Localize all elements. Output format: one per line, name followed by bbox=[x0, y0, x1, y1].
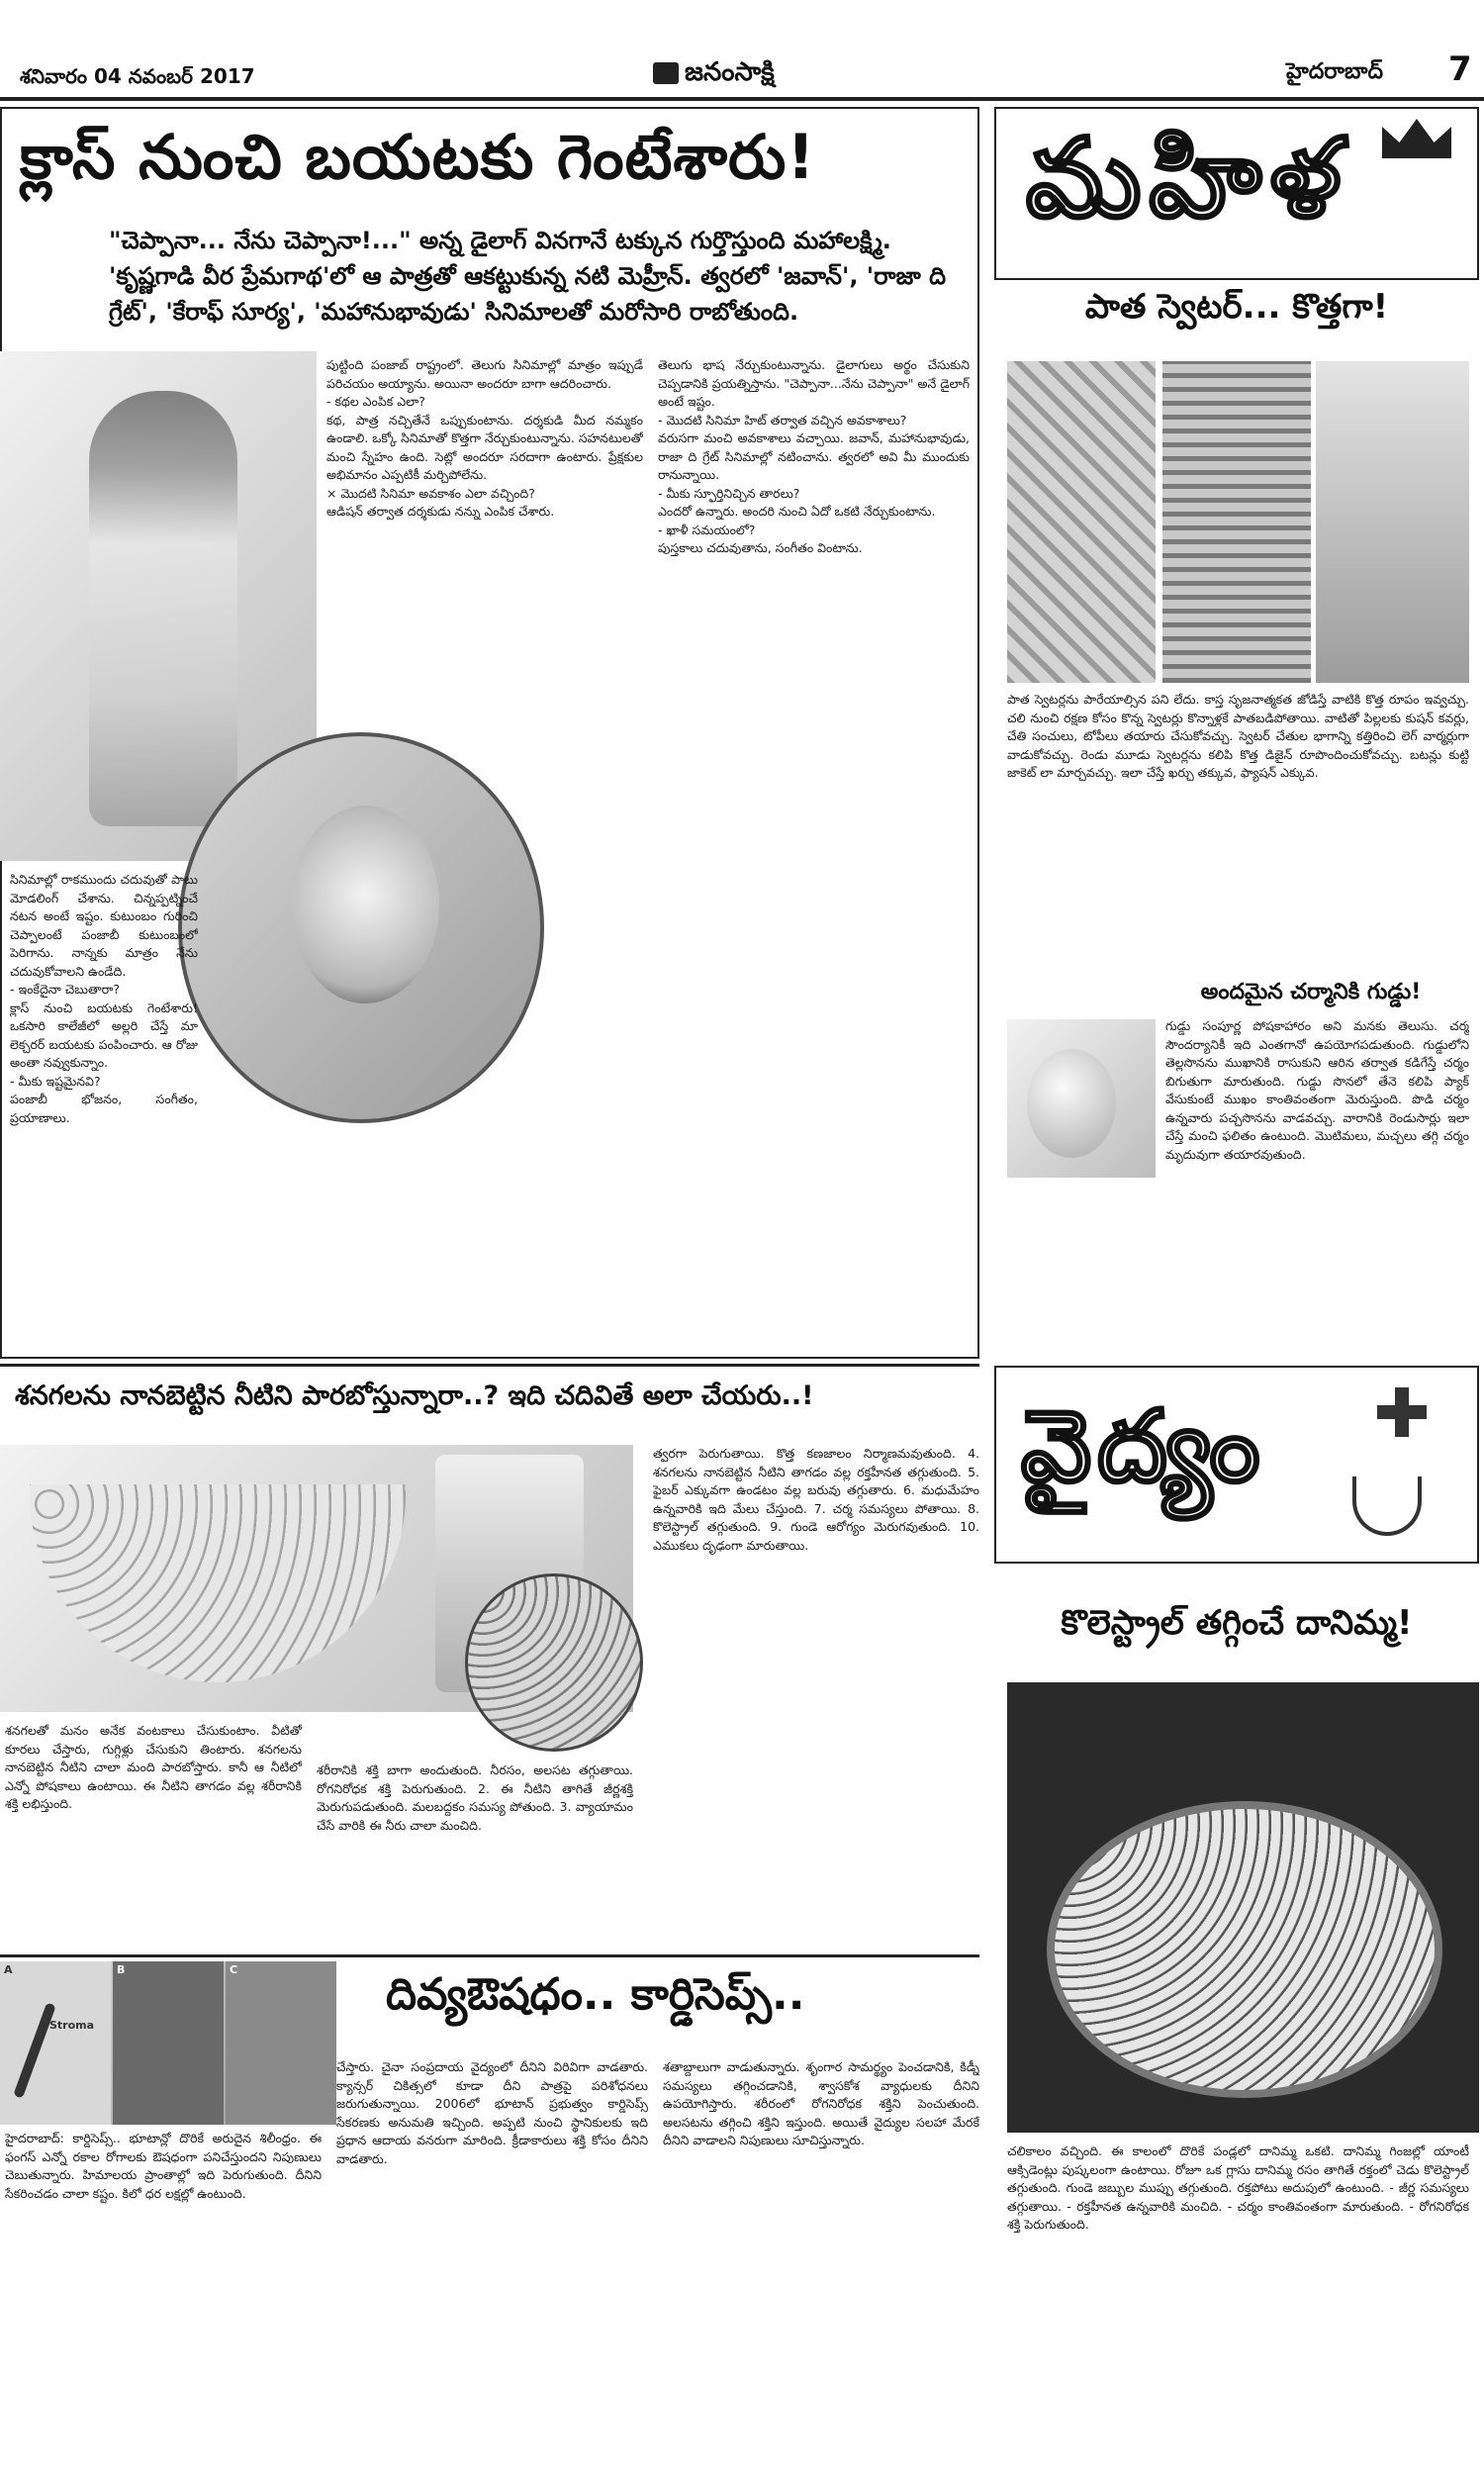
cordyceps-intro: హైదరాబాద్: కార్డిసెప్స్.. భూటాన్లో దొరికే అరుదైన శిలీంధ్రం. ఈ ఫంగస్ ఎన్నో రకాల రోగాలకు ఔషధంగా పనిచేస్తుందని నిపుణులు చెబుతున్నారు. హిమాలయ ప్రాంతాల్లో ఇది పెరుగుతుంది. దీనిని సేకరించడం చాలా కష్టం. కిలో ధర లక్షల్లో ఉంటుంది. bbox=[5, 2131, 322, 2201]
mahila-banner-title: మహిళ bbox=[1026, 114, 1349, 241]
health-banner-box bbox=[994, 1366, 1479, 1564]
medical-cross-icon bbox=[1377, 1387, 1427, 1437]
sweater-photo-1 bbox=[1007, 361, 1156, 683]
panel-label: C bbox=[230, 1963, 238, 1976]
bowl-shape bbox=[30, 1484, 406, 1682]
egg-shape bbox=[1027, 1049, 1116, 1158]
sweater-photo-3 bbox=[1316, 361, 1469, 683]
lead-column-3: తెలుగు భాష నేర్చుకుంటున్నాను. డైలాగులు అర్థం చేసుకుని చెప్పడానికి ప్రయత్నిస్తాను. "చెప్పానా...నేను చెప్పానా" అనే డైలాగ్ అంటే ఇష్టం. - మొదటి సినిమా హిట్ తర్వాత వచ్చిన అవకాశాలు? వరుసగా మంచి అవకాశాలు వచ్చాయి. జవాన్, మహానుభావుడు, రాజా ది గ్రేట్ సినిమాల్లో నటించాను. త్వరలో అవి మీ ముందుకు రానున్నాయి. - మీకు స్ఫూర్తినిచ్చిన తారలు? ఎందరో ఉన్నారు. అందరి నుంచి ఏదో ఒకటి నేర్చుకుంటాను. - ఖాళీ సమయంలో? పుస్తకాలు చదువుతాను, సంగీతం వింటాను. bbox=[658, 357, 970, 555]
newspaper-logo bbox=[653, 57, 775, 93]
health-headline: కొలెస్ట్రాల్ తగ్గించే దానిమ్మ! bbox=[1061, 1603, 1413, 1643]
cordyceps-photo-strip bbox=[0, 1961, 336, 2125]
health-body: చలికాలం వచ్చింది. ఈ కాలంలో దొరికే పండ్లలో దానిమ్మ ఒకటి. దానిమ్మ గింజల్లో యాంటీ ఆక్సిడెంట్లు పుష్కలంగా ఉంటాయి. రోజూ ఒక గ్లాసు దానిమ్మ రసం తాగితే రక్తంలో చెడు కొలెస్ట్రాల్ తగ్గుతుంది. గుండె జబ్బుల ముప్పు తగ్గుతుంది. రక్తపోటు అదుపులో ఉంటుంది. - జీర్ణ సమస్యలు తగ్గుతాయి. - రక్తహీనత ఉన్నవారికి మంచిది. - చర్మం కాంతివంతంగా మారుతుంది. - రోగనిరోధక శక్తి పెరుగుతుంది. bbox=[1007, 2143, 1469, 2232]
egg-skin-headline: అందమైన చర్మానికి గుడ్డు! bbox=[1200, 980, 1422, 1004]
egg-photo bbox=[1007, 1019, 1156, 1178]
cordyceps-column-3: శతాబ్దాలుగా వాడుతున్నారు. శృంగార సామర్థ్యం పెంచడానికి, కిడ్నీ సమస్యలు తగ్గించడానికి, శ్వాసకోశ వ్యాధులకు దీనిని ఉపయోగిస్తారు. శరీరంలో రోగనిరోధక శక్తిని పెంచుతుంది. అలసటను తగ్గించి శక్తిని ఇస్తుంది. అయితే వైద్యుల సలహా మేరకే దీనిని వాడాలని నిపుణులు సూచిస్తున్నారు. bbox=[663, 2059, 979, 2147]
issue-date: శనివారం 04 నవంబర్ 2017 bbox=[20, 64, 255, 88]
lead-column-1: సినిమాల్లో రాకముందు చదువుతో పాటు మోడలింగ్ చేశాను. చిన్నప్పట్నించే నటన అంటే ఇష్టం. కుటుంబం గురించి చెప్పాలంటే పంజాబీ కుటుంబంలో పెరిగాను. నాన్నకు మాత్రం నేను చదువుకోవాలని ఉండేది. - ఇంకేదైనా చెబుతారా? క్లాస్ నుంచి బయటకు గెంటేశారు! ఒకసారి కాలేజీలో అల్లరి చేస్తే మా లెక్చరర్ బయటకు పంపించారు. ఆ రోజు అంతా నవ్వుకున్నాం. - మీకు ఇష్టమైనవి? పంజాబీ భోజనం, సంగీతం, ప్రయాణాలు. bbox=[10, 872, 198, 1125]
lead-deck bbox=[109, 223, 970, 330]
cordyceps-panel-a bbox=[0, 1961, 111, 2125]
pomegranate-fruit bbox=[1047, 1801, 1442, 2098]
section-rule bbox=[0, 1954, 979, 1957]
sweater-photo-2 bbox=[1162, 361, 1311, 683]
pomegranate-photo bbox=[1007, 1682, 1479, 2133]
chickpea-column-3: త్వరగా పెరుగుతాయి. కొత్త కణజాలం నిర్మాణమవుతుంది. 4. శనగలను నానబెట్టిన నీటిని తాగడం వల్ల రక్తహీనత తగ్గుతుంది. 5. ఫైబర్ ఎక్కువగా ఉండటం వల్ల బరువు తగ్గుతారు. 6. మధుమేహం ఉన్నవారికి ఇది మేలు చేస్తుంది. 7. చర్మ సమస్యలు పోతాయి. 8. కొలెస్ట్రాల్ తగ్గుతుంది. 9. గుండె ఆరోగ్యం మెరుగవుతుంది. 10. ఎముకలు దృఢంగా మారుతాయి. bbox=[653, 1446, 979, 1553]
health-banner-title: వైద్యం bbox=[1021, 1387, 1266, 1504]
cordyceps-headline: దివ్యఔషధం.. కార్డిసెప్స్.. bbox=[386, 1969, 805, 2020]
lead-headline: క్లాస్ నుంచి బయటకు గెంటేశారు! bbox=[20, 121, 816, 193]
panel-label: A bbox=[4, 1963, 13, 1976]
lead-deck-line: "చెప్పానా... నేను చెప్పానా!..." అన్న డైలాగ్ వినగానే టక్కున గుర్తొస్తుంది మహాలక్ష్మి. bbox=[109, 227, 891, 254]
chickpea-column-2: శరీరానికి శక్తి బాగా అందుతుంది. నీరసం, అలసట తగ్గుతాయి. రోగనిరోధక శక్తి పెరుగుతుంది. 2. ఈ నీటిని తాగితే జీర్ణశక్తి మెరుగుపడుతుంది. మలబద్దకం సమస్య పోతుంది. 3. వ్యాయామం చేసే వారికి ఈ నీరు చాలా మంచిది. bbox=[317, 1762, 633, 1833]
stroma-label: Stroma bbox=[49, 2019, 95, 2032]
header-rule bbox=[0, 97, 1484, 101]
chickpea-column-1: శనగలతో మనం అనేక వంటకాలు చేసుకుంటాం. వీటితో కూరలు చేస్తారు, గుగ్గిళ్లు చేసుకుని తింటారు. శనగలను నానబెట్టిన నీటిని చాలా మంది పారబోస్తారు. కానీ ఆ నీటిలో ఎన్నో పోషకాలు ఉంటాయి. ఈ నీటిని తాగడం వల్ల శరీరానికి శక్తి లభిస్తుంది. bbox=[5, 1723, 302, 1811]
cordyceps-panel-c bbox=[226, 1961, 336, 2125]
mahila-banner-box bbox=[994, 107, 1479, 280]
chickpea-water-photo bbox=[465, 1573, 643, 1752]
cordyceps-panel-b bbox=[113, 1961, 224, 2125]
lead-deck-line: గ్రేట్', 'కేరాఫ్ సూర్య', 'మహానుభావుడు' సినిమాలతో మరోసారి రాబోతుంది. bbox=[109, 298, 799, 326]
lead-deck-line: 'కృష్ణగాడి వీర ప్రేమగాథ'లో ఆ పాత్రతో ఆకట్టుకున్న నటి మెహ్రీన్. త్వరలో 'జవాన్', 'రాజా ది bbox=[109, 262, 947, 290]
city-label: హైదరాబాద్ bbox=[1286, 59, 1383, 84]
egg-skin-body: గుడ్డు సంపూర్ణ పోషకాహారం అని మనకు తెలుసు. చర్మ సౌందర్యానికీ ఇది ఎంతగానో ఉపయోగపడుతుంది. గుడ్డులోని తెల్లసొనను ముఖానికి రాసుకుని ఆరిన తర్వాత కడిగేస్తే చర్మం బిగుతుగా మారుతుంది. గుడ్డు సొనలో తేనె కలిపి ప్యాక్ వేసుకుంటే ముఖం కాంతివంతంగా మెరుస్తుంది. పొడి చర్మం ఉన్నవారు పచ్చసొనను వాడవచ్చు. వారానికి రెండుసార్లు ఇలా చేస్తే మంచి ఫలితం ఉంటుంది. మొటిమలు, మచ్చలు తగ్గి చర్మం మృదువుగా తయారవుతుంది. bbox=[1165, 1018, 1469, 1162]
logo-text: జనంసాక్షి bbox=[685, 57, 775, 87]
logo-mark-icon bbox=[653, 62, 679, 84]
panel-label: B bbox=[117, 1963, 126, 1976]
portrait-face bbox=[291, 806, 439, 1003]
actress-portrait-circle bbox=[178, 732, 544, 1123]
page-number: 7 bbox=[1448, 49, 1472, 89]
cordyceps-column-2: చేస్తారు. చైనా సంప్రదాయ వైద్యంలో దీనిని విరివిగా వాడతారు. క్యాన్సర్ చికిత్సలో కూడా దీని పాత్రపై పరిశోధనలు జరుగుతున్నాయి. 2006లో భూటాన్ ప్రభుత్వం కార్డిసెప్స్ సేకరణకు అనుమతి ఇచ్చింది. అప్పటి నుంచి స్థానికులకు ఇది ప్రధాన ఆదాయ వనరుగా మారింది. క్రీడాకారులు శక్తి కోసం దీనిని వాడతారు. bbox=[336, 2059, 648, 2166]
cordyceps-stalk bbox=[13, 2002, 56, 2098]
section-rule bbox=[0, 1364, 979, 1367]
mahila-body: పాత స్వెటర్లను పారేయాల్సిన పని లేదు. కాస్త సృజనాత్మకత జోడిస్తే వాటికి కొత్త రూపం ఇవ్వచ్చు. చలి నుంచి రక్షణ కోసం కొన్న స్వెటర్లు కొన్నాళ్లకే పాతబడిపోతాయి. వాటితో పిల్లలకు కుషన్ కవర్లు, చేతి సంచులు, టోపీలు తయారు చేసుకోవచ్చు. స్వెటర్ చేతుల భాగాన్ని కత్తిరించి లెగ్ వార్మర్లుగా వాడుకోవచ్చు. రెండు మూడు స్వెటర్లను కలిపి కొత్త డిజైన్ రూపొందించుకోవచ్చు. బటన్లు కుట్టి జాకెట్ లా మార్చవచ్చు. ఇలా చేస్తే ఖర్చు తక్కువ, ఫ్యాషన్ ఎక్కువ. bbox=[1007, 692, 1469, 780]
chickpea-headline: శనగలను నానబెట్టిన నీటిని పారబోస్తున్నారా..? ఇది చదివితే అలా చేయరు..! bbox=[15, 1380, 814, 1411]
lead-column-2: పుట్టింది పంజాబ్ రాష్ట్రంలో. తెలుగు సినిమాల్లో మాత్రం ఇప్పుడే పరిచయం అయ్యాను. అయినా అందరూ బాగా ఆదరించారు. - కథల ఎంపిక ఎలా? కథ, పాత్ర నచ్చితేనే ఒప్పుకుంటాను. దర్శకుడి మీద నమ్మకం ఉండాలి. ఒక్కో సినిమాతో కొత్తగా నేర్చుకుంటున్నాను. సహనటులతో మంచి స్నేహం ఉంది. సెట్లో అందరూ సరదాగా ఉంటారు. ప్రేక్షకుల అభిమానం ఎప్పటికీ మర్చిపోలేను. × మొదటి సినిమా అవకాశం ఎలా వచ్చింది? ఆడిషన్ తర్వాత దర్శకుడు నన్ను ఎంపిక చేశారు. bbox=[326, 357, 643, 519]
stethoscope-icon bbox=[1352, 1476, 1422, 1536]
photo-figure bbox=[89, 391, 237, 826]
crown-icon bbox=[1382, 119, 1451, 158]
mahila-headline: పాత స్వెటర్... కొత్తగా! bbox=[1084, 287, 1389, 327]
